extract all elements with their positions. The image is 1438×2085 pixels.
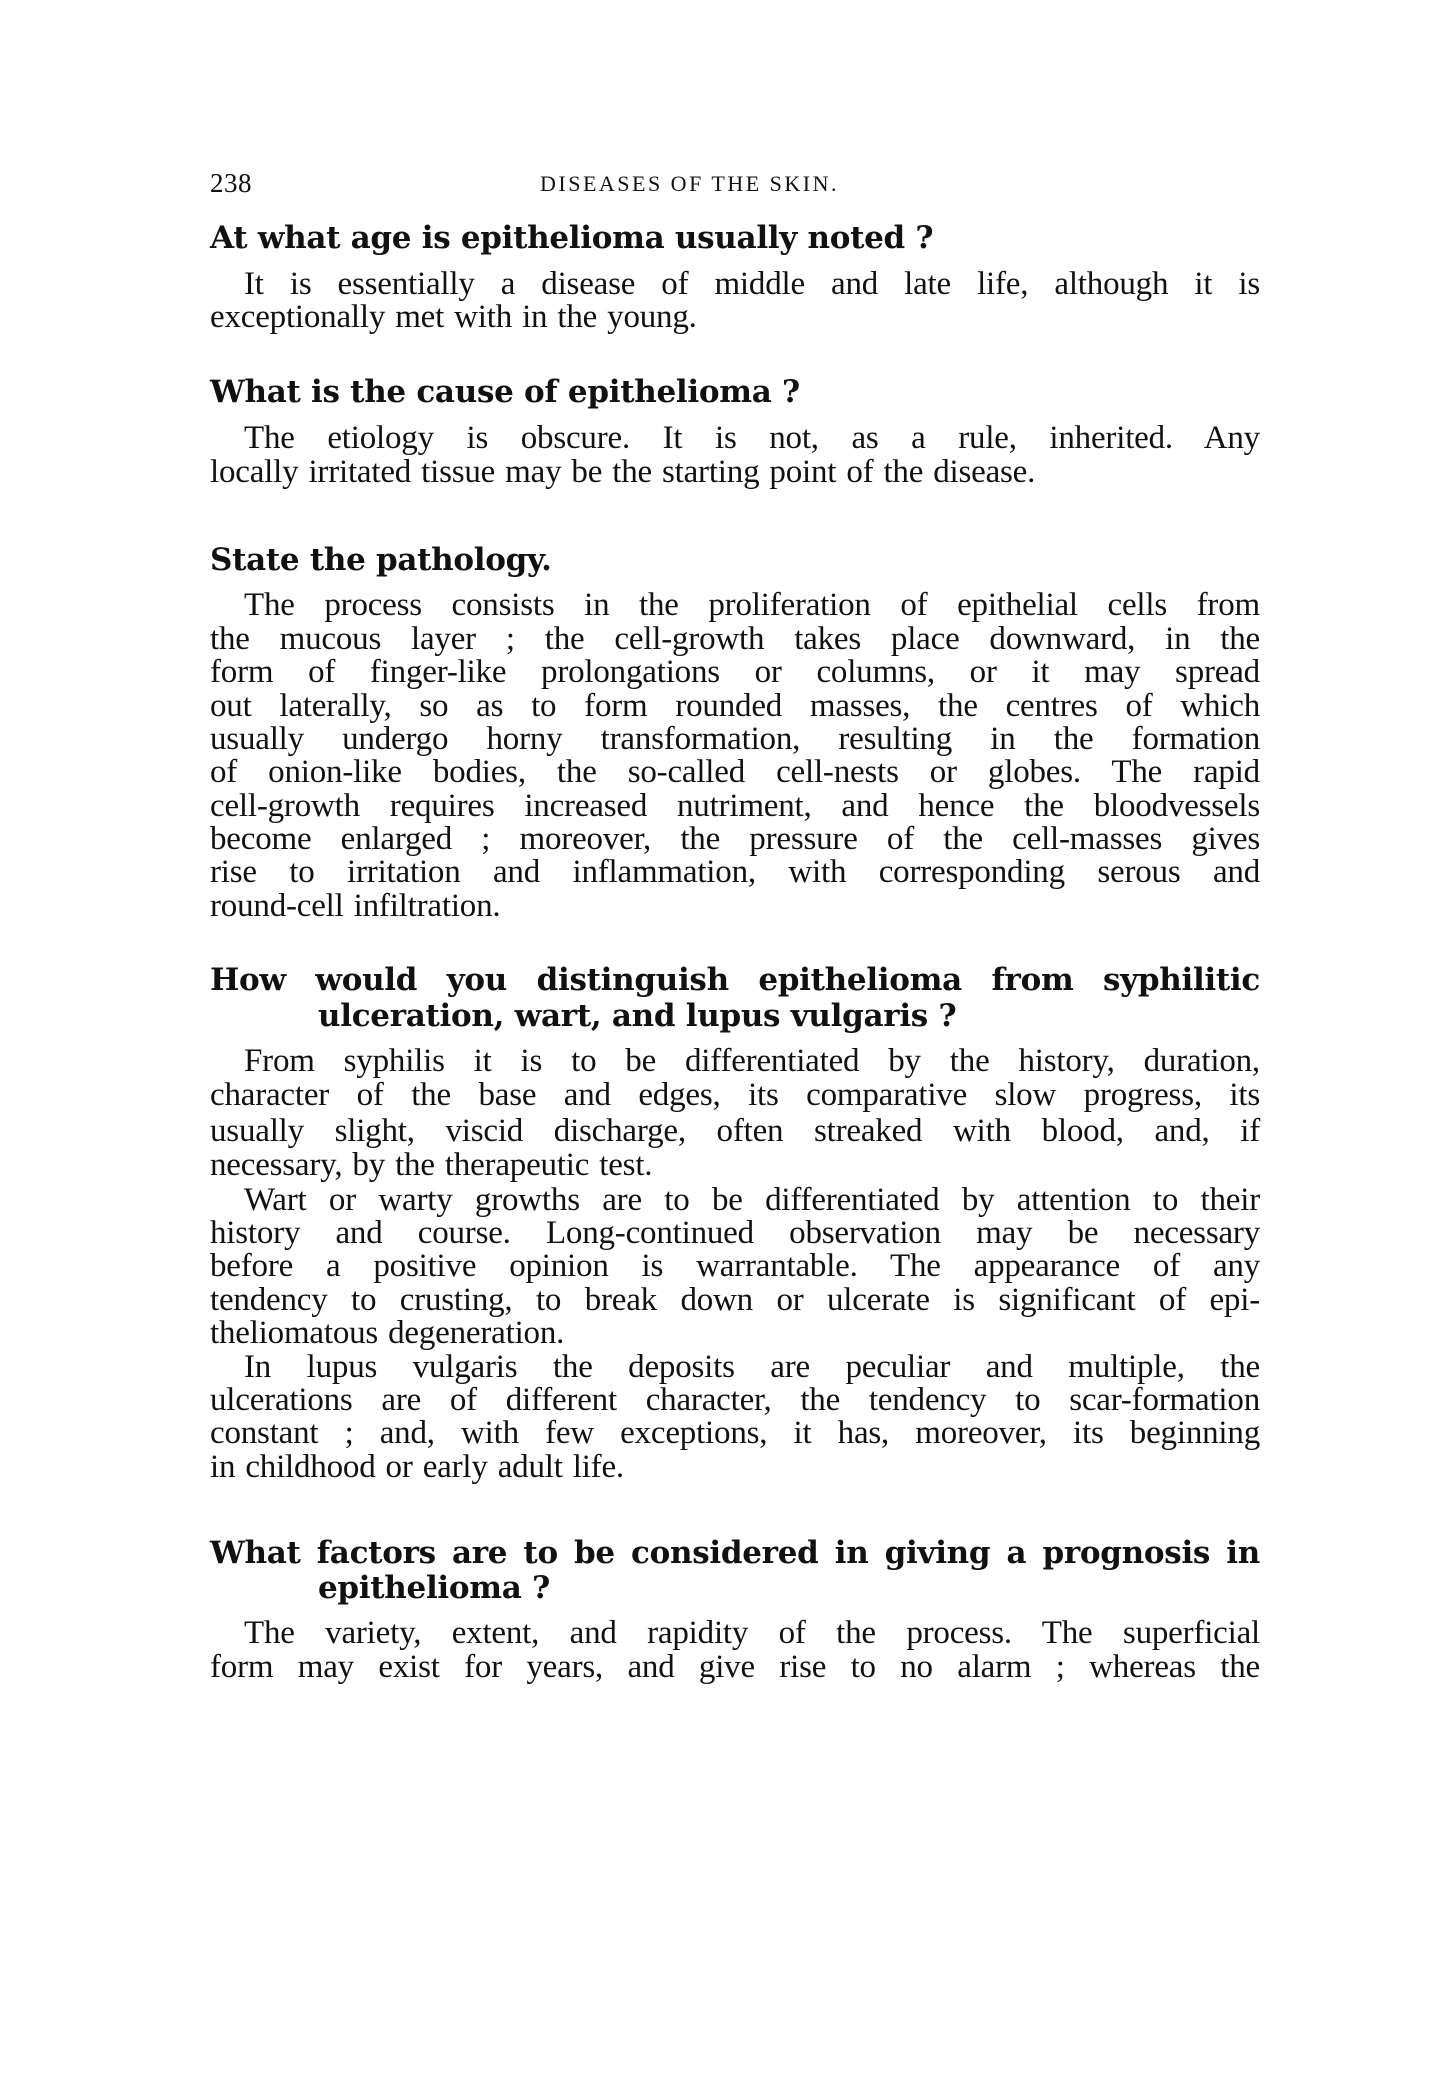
- answer-line: history and course. Long-continued observation may be necessary: [210, 1215, 1260, 1251]
- answer-line: usually undergo horny transformation, resulting in the formation: [210, 721, 1260, 757]
- answer-line: rise to irritation and inflammation, with corresponding serous and: [210, 854, 1260, 890]
- answer-line: before a positive opinion is warrantable. The appearance of any: [210, 1248, 1260, 1284]
- answer-line: constant ; and, with few exceptions, it has, moreover, its beginning: [210, 1415, 1260, 1451]
- running-title: DISEASES OF THE SKIN.: [540, 171, 840, 196]
- question-heading: At what age is epithelioma usually noted ?: [210, 220, 934, 256]
- question-heading: State the pathology.: [210, 542, 552, 578]
- answer-line: the mucous layer ; the cell-growth takes place downward, in the: [210, 621, 1260, 657]
- answer-line: The etiology is obscure. It is not, as a rule, inherited. Any: [244, 420, 1260, 456]
- question-heading-continuation: epithelioma ?: [318, 1570, 550, 1606]
- answer-line: usually slight, viscid discharge, often streaked with blood, and, if: [210, 1113, 1260, 1149]
- answer-line: tendency to crusting, to break down or ulcerate is significant of epi-: [210, 1282, 1260, 1318]
- answer-line: in childhood or early adult life.: [210, 1449, 624, 1485]
- answer-line: out laterally, so as to form rounded masses, the centres of which: [210, 688, 1260, 724]
- answer-line: become enlarged ; moreover, the pressure of the cell-masses gives: [210, 821, 1260, 857]
- question-heading: How would you distinguish epithelioma from syphilitic: [210, 962, 1260, 998]
- answer-line: From syphilis it is to be differentiated by the history, duration,: [244, 1043, 1260, 1079]
- answer-line: Wart or warty growths are to be differentiated by attention to their: [244, 1182, 1260, 1218]
- answer-line: cell-growth requires increased nutriment, and hence the bloodvessels: [210, 788, 1260, 824]
- question-heading: What is the cause of epithelioma ?: [210, 374, 800, 410]
- answer-line: In lupus vulgaris the deposits are peculiar and multiple, the: [244, 1349, 1260, 1385]
- running-head: [210, 168, 1260, 204]
- answer-line: ulcerations are of different character, the tendency to scar-formation: [210, 1382, 1260, 1418]
- answer-line: of onion-like bodies, the so-called cell-nests or globes. The rapid: [210, 754, 1260, 790]
- answer-line: The process consists in the proliferation of epithelial cells from: [244, 587, 1260, 623]
- question-heading-continuation: ulceration, wart, and lupus vulgaris ?: [318, 998, 957, 1034]
- answer-line: character of the base and edges, its comparative slow progress, its: [210, 1077, 1260, 1113]
- answer-line: form of finger-like prolongations or columns, or it may spread: [210, 654, 1260, 690]
- answer-line: theliomatous degeneration.: [210, 1315, 565, 1351]
- answer-line: necessary, by the therapeutic test.: [210, 1147, 653, 1183]
- question-heading: What factors are to be considered in giving a prognosis in: [210, 1535, 1260, 1571]
- answer-line: round-cell infiltration.: [210, 888, 501, 924]
- answer-line: locally irritated tissue may be the starting point of the disease.: [210, 454, 1036, 490]
- answer-line: form may exist for years, and give rise to no alarm ; whereas the: [210, 1649, 1260, 1685]
- answer-line: exceptionally met with in the young.: [210, 299, 697, 335]
- answer-line: The variety, extent, and rapidity of the process. The superficial: [244, 1615, 1260, 1651]
- answer-line: It is essentially a disease of middle and late life, although it is: [244, 266, 1260, 302]
- page-number: 238: [210, 168, 252, 198]
